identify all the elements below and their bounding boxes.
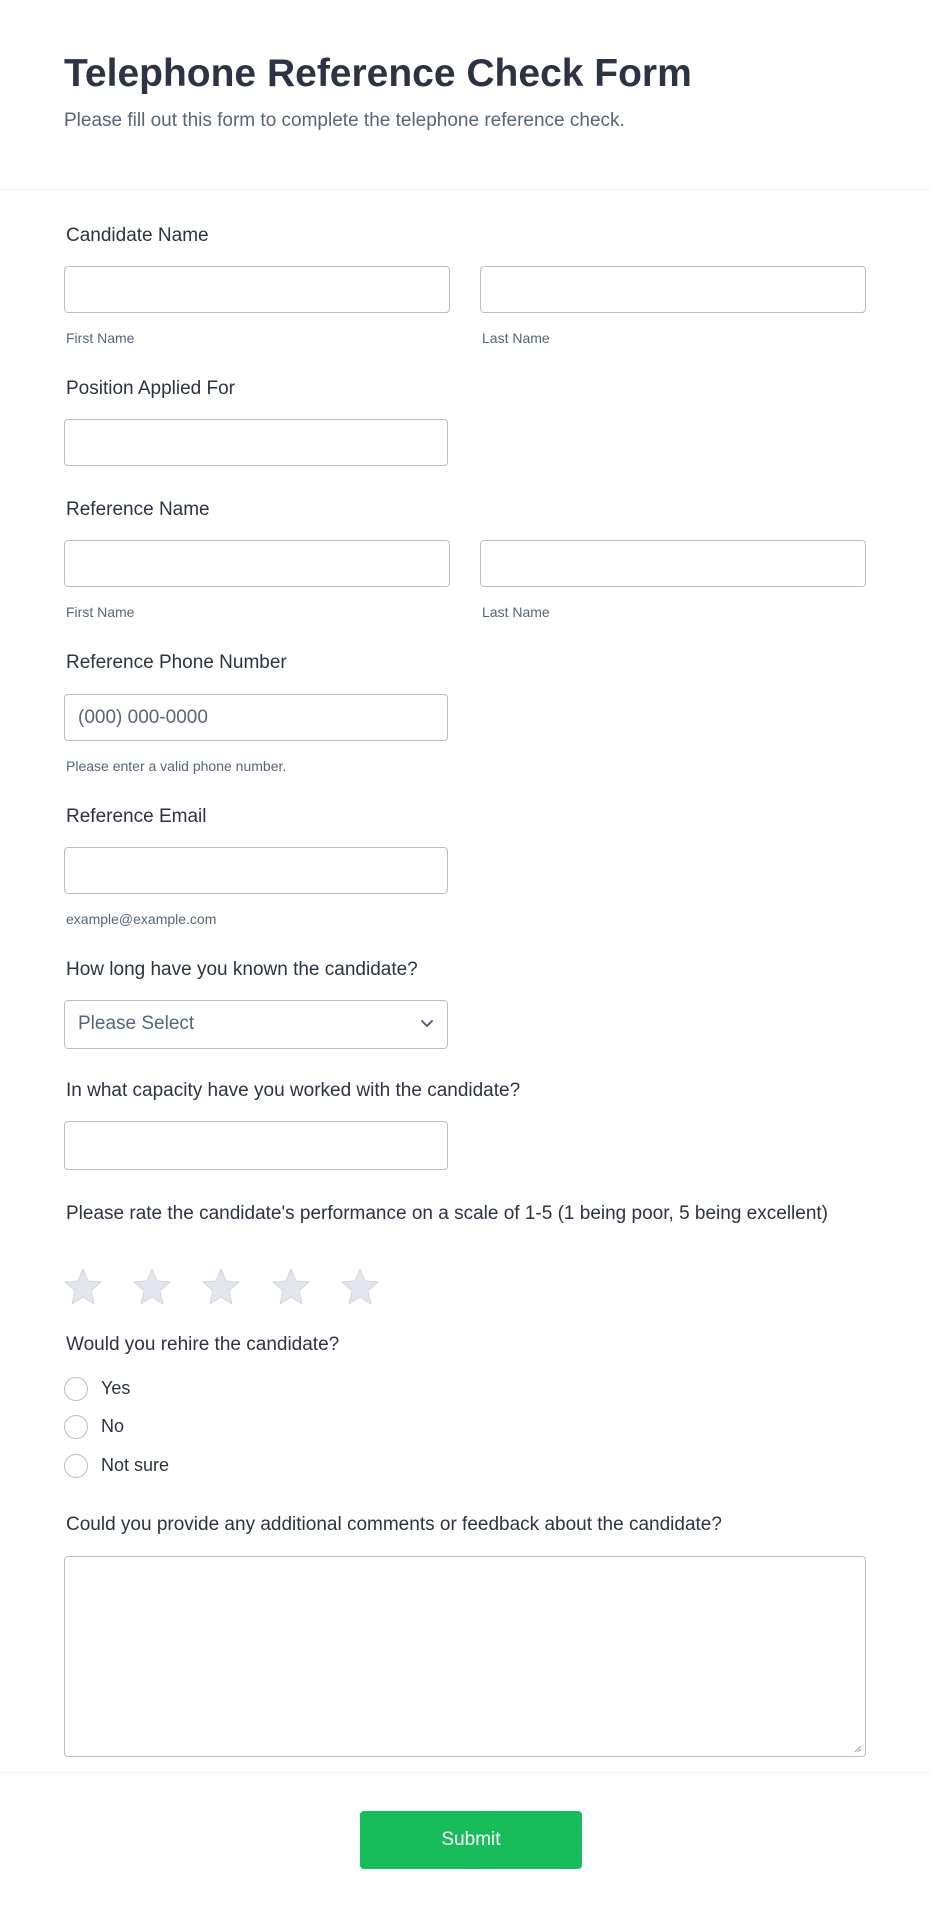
star-icon-3[interactable] bbox=[201, 1266, 241, 1306]
reference-name-label: Reference Name bbox=[66, 499, 210, 520]
candidate-last-name-sublabel: Last Name bbox=[482, 330, 550, 346]
rating-label: Please rate the candidate's performance on a scale of 1-5 (1 being poor, 5 being excellent) bbox=[66, 1203, 828, 1224]
star-icon-4[interactable] bbox=[271, 1266, 311, 1306]
position-label: Position Applied For bbox=[66, 378, 235, 399]
rehire-radio-not-sure[interactable] bbox=[64, 1454, 88, 1478]
phone-placeholder: (000) 000-0000 bbox=[78, 707, 208, 728]
rehire-option-not-sure[interactable]: Not sure bbox=[101, 1455, 170, 1475]
reference-last-name-sublabel: Last Name bbox=[482, 604, 550, 620]
footer-divider bbox=[0, 1772, 930, 1773]
comments-textarea[interactable] bbox=[64, 1556, 866, 1757]
capacity-label: In what capacity have you worked with the candidate? bbox=[66, 1080, 521, 1101]
known-duration-select[interactable] bbox=[64, 1000, 448, 1049]
reference-first-name-sublabel: First Name bbox=[66, 604, 135, 620]
candidate-last-name-input[interactable] bbox=[480, 266, 866, 313]
rehire-radio-no[interactable] bbox=[64, 1415, 88, 1439]
page-subtitle: Please fill out this form to complete the telephone reference check. bbox=[64, 110, 625, 131]
chevron-down-icon bbox=[419, 1015, 435, 1031]
submit-button[interactable]: Submit bbox=[360, 1811, 582, 1869]
phone-label: Reference Phone Number bbox=[66, 652, 287, 673]
reference-last-name-input[interactable] bbox=[480, 540, 866, 587]
star-icon-1[interactable] bbox=[63, 1266, 103, 1306]
resize-handle-icon[interactable] bbox=[853, 1744, 862, 1753]
rehire-option-yes[interactable]: Yes bbox=[101, 1378, 131, 1398]
rehire-radio-yes[interactable] bbox=[64, 1377, 88, 1401]
email-input[interactable] bbox=[64, 847, 448, 894]
phone-hint: Please enter a valid phone number. bbox=[66, 758, 287, 774]
phone-input[interactable] bbox=[64, 694, 448, 741]
page-title: Telephone Reference Check Form bbox=[64, 52, 692, 95]
candidate-name-label: Candidate Name bbox=[66, 225, 209, 246]
capacity-input[interactable] bbox=[64, 1121, 448, 1170]
candidate-first-name-sublabel: First Name bbox=[66, 330, 135, 346]
known-duration-selected: Please Select bbox=[78, 1013, 195, 1034]
candidate-first-name-input[interactable] bbox=[64, 266, 450, 313]
known-duration-label: How long have you known the candidate? bbox=[66, 959, 418, 980]
position-input[interactable] bbox=[64, 419, 448, 466]
rehire-option-no[interactable]: No bbox=[101, 1416, 125, 1436]
rehire-label: Would you rehire the candidate? bbox=[66, 1334, 340, 1355]
email-hint: example@example.com bbox=[66, 911, 217, 927]
reference-first-name-input[interactable] bbox=[64, 540, 450, 587]
comments-label: Could you provide any additional comments or feedback about the candidate? bbox=[66, 1514, 722, 1535]
star-icon-2[interactable] bbox=[132, 1266, 172, 1306]
star-icon-5[interactable] bbox=[340, 1266, 380, 1306]
email-label: Reference Email bbox=[66, 806, 207, 827]
